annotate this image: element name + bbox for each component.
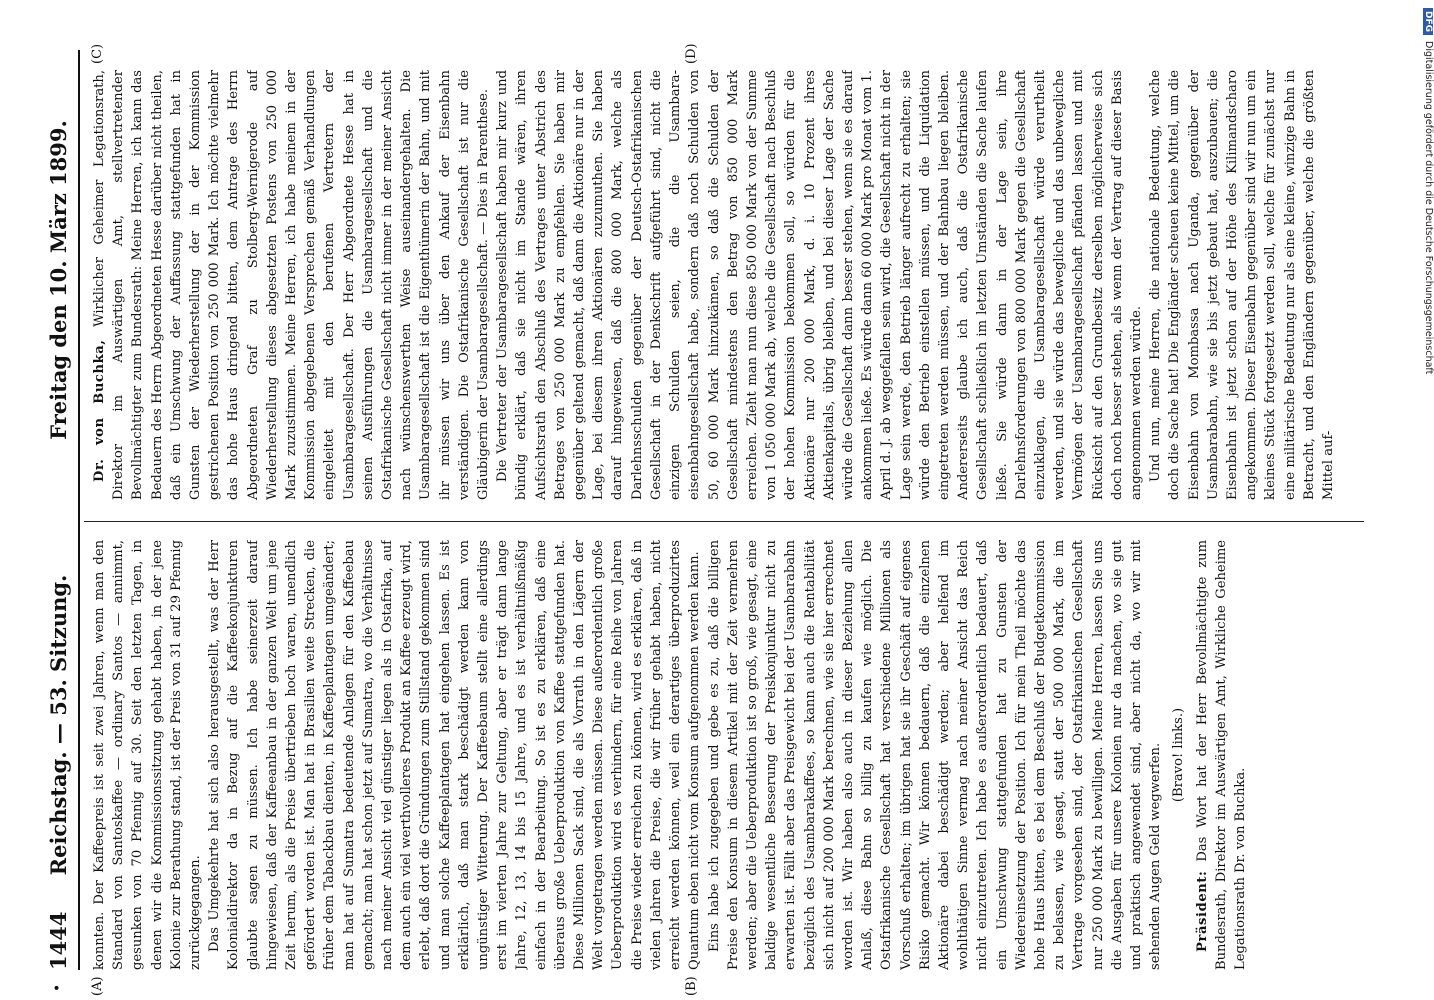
side-credit-text-wrap: [1422, 8, 1434, 998]
side-credit: [1422, 8, 1432, 998]
speech-text: Das Wort hat der Herr Bevollmächtigte zum Bundesrath, Direktor im Auswärtigen Amt, Wirkliche Geheime Legationsrath Dr. von Buchka.: [1194, 540, 1248, 970]
margin-marker-c: (C): [90, 43, 105, 64]
session-title: Reichstag. — 53. Sitzung.: [46, 574, 71, 876]
dfg-logo: DFG: [1423, 8, 1433, 35]
paragraph: Eins habe ich zugegeben und gebe es zu, daß die billigen Preise den Konsum in diesem Artikel mit der Zeit vermehren werden; aber die Ueberproduktion ist so groß, wie gesagt, eine baldige wesentliche Besserung der Preiskonjunktur nicht zu erwarten ist. Fällt aber das Preisgewicht bei der Usambarabahn bezüglich des Usambarakaffees, so kann auch die Rentabilität sich nicht auf 200 000 Mark berechnen, wie sie hier errechnet worden ist. Wir haben also auch in dieser Beziehung allen Anlaß, diese Bahn so billig zu kaufen wie möglich. Die Ostafrikanische Gesellschaft hat verschiedene Millionen als Vorschuß erhalten; im übrigen hat sie ihr Geschäft auf eigenes Risiko gemacht. Wir können bedauern, daß die einzelnen Aktionäre dabei beschädigt werden; aber helfend im wohlthätigen Sinne vermag nach meiner Ansicht das Reich nicht einzutreten. Ich habe es außerordentlich bedauert, daß ein Umschwung stattgefunden hat zu Gunsten der Wiedereinsetzung der Position. Ich für mein Theil möchte das hohe Haus bitten, es bei dem Beschluß der Budgetkommission zu belassen, wie gesagt, statt der 500 000 Mark, die im Vertrage vorgesehen sind, der Ostafrikanischen Gesellschaft nur 250 000 Mark zu bewilligen. Meine Herren, lassen Sie uns die Ausgaben für unsere Kolonien nur da machen, wo sie gut und praktisch angewendet sind, aber nicht da, wo wir mit sehenden Augen Geld wegwerfen.: [706, 540, 1164, 970]
session-date: Freitag den 10. März 1899.: [46, 120, 71, 440]
applause-note: (Bravo! links.): [1171, 707, 1187, 803]
newspaper-page: [44, 43, 1374, 996]
margin-marker-a: (A): [90, 976, 105, 996]
page-header: [44, 50, 80, 970]
paragraph: konnten. Der Kaffeepreis ist seit zwei Jahren, wenn man den Standard von Santoskaffee — ordinary Santos — annimmt, gesunken von 70 Pfennig auf 30. Seit den letzten Tagen, in denen wir die Kommissionssitzung gehabt haben, in der jene Kolonie zur Berathung stand, ist der Preis von 31 auf 29 Pfennig zurückgegangen.: [92, 540, 204, 970]
speaker-name: Präsident:: [1194, 870, 1210, 952]
speech-text: Wirklicher Geheimer Legationsrath, Direktor im Auswärtigen Amt, stellvertretender Bevollmächtigter zum Bundesrath: Meine Herren, ich kann das Bedauern des Herrn Abgeordneten Hesse darüber nicht theilen, daß ein Umschwung der Auffassung stattgefunden hat in Gunsten der Wiederherstellung der in der Kommission gestrichenen Position von 250 000 Mark. Ich möchte vielmehr das hohe Haus dringend bitten, dem Antrage des Herrn Abgeordneten Graf zu Stolberg-Wernigerode auf Wiederherstellung dieses abgesetzten Postens von 250 000 Mark zuzustimmen. Meine Herren, ich habe meinem in der Kommission abgegebenen Versprechen gemäß Verhandlungen eingeleitet mit den berufenen Vertretern der Usambaragesellschaft. Der Herr Abgeordnete Hesse hat in seinen Ausführungen die Usambaragesellschaft und die Ostafrikanische Gesellschaft nicht immer in der meiner Ansicht nach wünschenswerthen Weise auseinandergehalten. Die Usambaragesellschaft ist die Eigenthümerin der Bahn, und mit ihr müssen wir uns über den Ankauf der Eisenbahn verständigen. Die Ostafrikanische Gesellschaft ist nur die Gläubigerin der Usambaragesellschaft. — Dies in Parenthese.: [92, 70, 492, 500]
margin-marker-b: (B): [684, 976, 699, 996]
page-number: 1444: [46, 911, 71, 970]
right-column: [90, 70, 1360, 500]
speaker-name: Dr. von Buchka,: [92, 339, 107, 482]
page-dot-mark: •: [50, 983, 66, 992]
left-column: [90, 540, 1360, 970]
paragraph: Das Umgekehrte hat sich also herausgestellt, was der Herr Kolonialdirektor da in Bezug auf die Kaffeekonjunkturen glaubte sagen zu müssen. Ich habe seinerzeit darauf hingewiesen, daß der Kaffeeanbau in der ganzen Welt um jene Zeit herum, als die Preise übertrieben hoch waren, unendlich gefördert worden ist. Man hat in Brasilien weite Strecken, die früher dem Tabackbau dienten, in Kaffeeplantagen umgeändert; man hat auf Sumatra bedeutende Anlagen für den Kaffeebau gemacht; man hat schon jetzt auf Sumatra, wo die Verhältnisse nach meiner Ansicht viel günstiger liegen als in Ostafrika, auf dem auch ein viel werthvolleres Produkt an Kaffee erzeugt wird, erlebt, daß dort die Gründungen zum Stillstand gekommen sind und man solche Kaffeeplantagen hat eingehen lassen. Es ist erklärlich, daß man stark beschädigt werden kann von ungünstiger Witterung. Der Kaffeebaum stellt eine allerdings erst im vierten Jahre zur Geltung, aber er trägt dann lange Jahre, 12, 13, 14 bis 15 Jahre, und es ist verhältnißmäßig einfach in der Bearbeitung. So ist es zu erklären, daß eine überaus große Ueberproduktion von Kaffee stattgefunden hat. Diese Millionen Sack sind, die als Vorrath in den Lägern der Welt vorgetragen werden müssen. Diese außerordentlich große Ueberproduktion wird es verhindern, für eine Reihe von Jahren die Preise wieder erreichen zu können, wird es erklären, daß in vielen Jahren die Preise, die wir früher gehabt haben, nicht erreicht werden können, weil ein derartiges überproduzirtes Quantum eben nicht vom Konsum aufgenommen werden kann.: [207, 540, 703, 970]
president-paragraph: [1193, 540, 1251, 970]
digitalisation-credit: Digitalisierung gefördert durch die Deutsche Forschungsgemeinschaft: [1423, 41, 1434, 375]
speech-paragraph: [90, 70, 493, 500]
paragraph: Und nun, meine Herren, die nationale Bedeutung, welche doch die Sache hat! Die Engländer scheuen keine Mittel, um die Eisenbahn von Mombassa nach Uganda, gegenüber der Usambarabahn, wie sie bis jetzt gebaut hat, auszubauen; die Eisenbahn ist jetzt schon auf der Höhe des Kilimandscharo angekommen. Dieser Eisenbahn gegenüber sind wir nun um ein kleines Stück fortgesetzt werden soll, welche für zunächst nur eine militärische Bedeutung nur als eine kleine, winzige Bahn in Betracht, und den Engländern gegenüber, welche die größten Mittel auf-: [1148, 70, 1336, 500]
column-divider: [84, 521, 1364, 522]
paragraph: Die Vertreter der Usambaragesellschaft haben mir kurz und bündig erklärt, daß sie nicht im Stande wären, ihren Aufsichtsrath den Abschluß des Vertrages unter Abstrich des Betrages von 250 000 Mark zu empfehlen. Sie haben mir gegenüber geltend gemacht, daß dann die Aktionäre nur in der Lage, bei diesem ihren Aktionären zuzumuthen. Sie haben darauf hingewiesen, daß die 800 000 Mark, welche als Darlehnsschulden gegenüber der Deutsch-Ostafrikanischen Gesellschaft in der Denkschrift aufgeführt sind, nicht die einzigen Schulden seien, die die Usambara-eisenbahngesellschaft habe, sondern daß noch Schulden von 50, 60 000 Mark hinzukämen, so daß die Schulden der Gesellschaft mindestens den Betrag von 850 000 Mark erreichen. Zieht man nun diese 850 000 Mark von der Summe von 1 050 000 Mark ab, welche die Gesellschaft nach Beschluß der hohen Kommission bekommen soll, so würden für die Aktionäre nur 200 000 Mark, d. i. 10 Prozent ihres Aktienkapitals, übrig bleiben, und bei dieser Lage der Sache würde die Gesellschaft dann besser stehen, wenn sie es darauf ankommen ließe. Es würde dann 60 000 Mark pro Monat vom 1. April d. J. ab weggefallen sein wird, die Gesellschaft nicht in der Lage sein werde, den Betrieb länger aufrecht zu erhalten; sie würde den Betrieb einstellen müssen, und die Liquidation eingetreten werden müssen, und der Bahnbau liegen bleiben. Andererseits glaube ich auch, daß die Ostafrikanische Gesellschaft schließlich im letzten Umständen die Sache laufen ließe. Sie würde dann in der Lage sein, ihre Darlehnsforderungen von 800 000 Mark gegen die Gesellschaft einzuklagen, die Usambaragesellschaft würde verurtheilt werden, und sie würde das bewegliche und das unbewegliche Vermögen der Usambaragesellschaft pfänden lassen und mit Rücksicht auf den Grundbesitz derselben möglicherweise sich doch noch besser stehen, als wenn der Vertrag auf dieser Basis angenommen werden würde.: [495, 70, 1144, 500]
margin-marker-d: (D): [684, 43, 699, 64]
